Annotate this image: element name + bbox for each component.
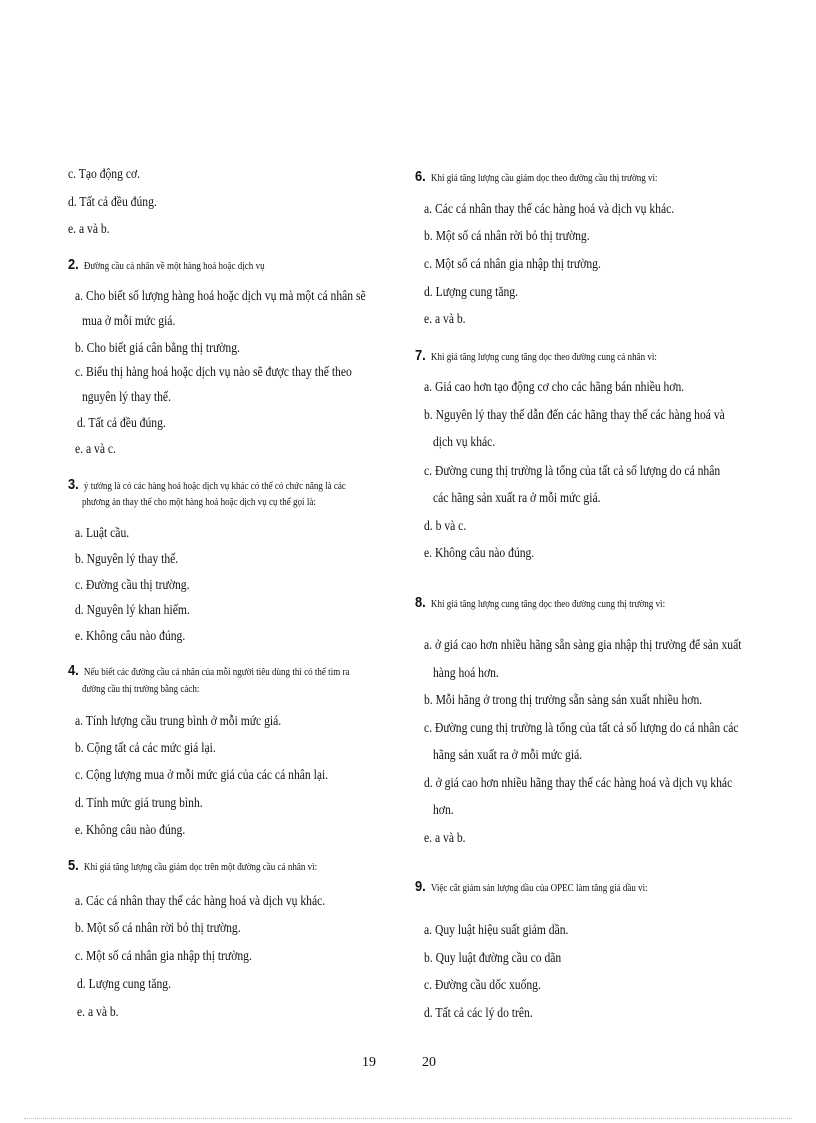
option-d: d. Lượng cung tăng.	[77, 976, 172, 991]
option-e: e. a và c.	[75, 441, 116, 456]
question-7	[415, 349, 657, 365]
question-number: 4.	[68, 662, 79, 679]
question-8	[415, 596, 665, 612]
option-e: e. Không câu nào đúng.	[75, 628, 186, 643]
option-d: d. Tính mức giá trung bình.	[75, 795, 203, 810]
question-number: 2.	[68, 256, 79, 273]
question-text: Khi giá tăng lượng cầu giảm dọc theo đường cầu thị trường vì:	[430, 173, 658, 184]
option-c-cont: hãng sản xuất ra ở mỗi mức giá.	[433, 747, 583, 762]
option-e: e. Không câu nào đúng.	[75, 822, 186, 837]
question-text: Việc cắt giảm sản lượng dầu của OPEC làm tăng giá dầu vì:	[430, 883, 648, 894]
option-a: a. Các cá nhân thay thế các hàng hoá và dịch vụ khác.	[424, 201, 675, 216]
question-number: 5.	[68, 857, 79, 874]
option-a: a. ở giá cao hơn nhiều hãng sẵn sàng gia nhập thị trường để sản xuất	[424, 637, 742, 652]
question-2	[68, 258, 265, 274]
option-c: c. Cộng lượng mua ở mỗi mức giá của các cá nhân lại.	[75, 767, 329, 782]
option-c: c. Tạo động cơ.	[68, 166, 141, 181]
question-6	[415, 170, 658, 186]
option-d: d. ở giá cao hơn nhiều hãng thay thế các hàng hoá và dịch vụ khác	[424, 775, 733, 790]
option-a: a. Cho biết số lượng hàng hoá hoặc dịch vụ mà một cá nhân sẽ	[75, 288, 366, 303]
question-text-line-1: ý tưởng là có các hàng hoá hoặc dịch vụ khác có thể có chức năng là các	[83, 481, 346, 492]
option-d-cont: hơn.	[433, 802, 454, 817]
question-number: 8.	[415, 594, 426, 611]
option-e: e. a và b.	[77, 1004, 119, 1019]
option-b: b. Nguyên lý thay thế dẫn đến các hãng thay thế các hàng hoá và	[424, 407, 725, 422]
option-e: e. Không câu nào đúng.	[424, 545, 535, 560]
option-a: a. Quy luật hiệu suất giảm dần.	[424, 922, 569, 937]
option-c: c. Một số cá nhân gia nhập thị trường.	[75, 948, 252, 963]
option-b: b. Cộng tất cả các mức giá lại.	[75, 740, 216, 755]
question-text: Đường cầu cá nhân về một hàng hoá hoặc dịch vụ	[83, 261, 265, 272]
question-text: Khi giá tăng lượng cung tăng dọc theo đường cung cá nhân vì:	[430, 352, 657, 363]
option-b: b. Mỗi hãng ở trong thị trường sẵn sàng sản xuất nhiều hơn.	[424, 692, 703, 707]
option-c: c. Đường cầu dốc xuống.	[424, 977, 541, 992]
question-text: Khi giá tăng lượng cầu giảm dọc trên một đường cầu cá nhân vì:	[83, 862, 318, 873]
option-a: a. Luật cầu.	[75, 525, 130, 540]
question-4	[68, 664, 350, 680]
question-9	[415, 880, 648, 896]
option-d: d. b và c.	[424, 518, 467, 533]
option-a-cont: hàng hoá hơn.	[433, 665, 499, 680]
option-b: b. Quy luật đường cầu co dãn	[424, 950, 562, 965]
question-number: 6.	[415, 168, 426, 185]
option-c-cont: nguyên lý thay thế.	[82, 389, 171, 404]
question-number: 3.	[68, 476, 79, 493]
question-number: 7.	[415, 347, 426, 364]
option-b: b. Cho biết giá cân bằng thị trường.	[75, 340, 240, 355]
option-d: d. Tất cả đều đúng.	[68, 194, 157, 209]
option-b: b. Một số cá nhân rời bỏ thị trường.	[424, 228, 590, 243]
option-e: e. a và b.	[68, 221, 110, 236]
option-d: d. Nguyên lý khan hiếm.	[75, 602, 190, 617]
option-b: b. Nguyên lý thay thế.	[75, 551, 179, 566]
option-d: d. Tất cả đều đúng.	[77, 415, 166, 430]
option-c: c. Đường cung thị trường là tổng của tất cả số lượng do cá nhân	[424, 463, 721, 478]
option-e: e. a và b.	[424, 830, 466, 845]
option-a-cont: mua ở mỗi mức giá.	[82, 313, 176, 328]
page-number-left: 19	[362, 1055, 376, 1070]
option-a: a. Các cá nhân thay thế các hàng hoá và dịch vụ khác.	[75, 893, 326, 908]
option-c: c. Đường cầu thị trường.	[75, 577, 190, 592]
option-b: b. Một số cá nhân rời bỏ thị trường.	[75, 920, 241, 935]
option-c: c. Đường cung thị trường là tổng của tất cả số lượng do cá nhân các	[424, 720, 739, 735]
question-4-line-2: đường cầu thị trường bằng cách:	[82, 684, 200, 695]
option-d: d. Tất cả các lý do trên.	[424, 1005, 533, 1020]
question-number: 9.	[415, 878, 426, 895]
option-c: c. Một số cá nhân gia nhập thị trường.	[424, 256, 601, 271]
page-number-right: 20	[422, 1055, 436, 1070]
option-b-cont: dịch vụ khác.	[433, 434, 496, 449]
question-text-line-1: Nếu biết các đường cầu cá nhân của mỗi người tiêu dùng thì có thể tìm ra	[83, 667, 350, 678]
question-text: Khi giá tăng lượng cung tăng dọc theo đường cung thị trường vì:	[430, 599, 666, 610]
question-3-line-2: phương án thay thế cho một hàng hoá hoặc dịch vụ cụ thể gọi là:	[82, 497, 316, 508]
option-c: c. Biểu thị hàng hoá hoặc dịch vụ nào sẽ được thay thế theo	[75, 364, 352, 379]
option-a: a. Giá cao hơn tạo động cơ cho các hãng bán nhiều hơn.	[424, 379, 685, 394]
option-c-cont: các hãng sản xuất ra ở mỗi mức giá.	[433, 490, 601, 505]
bottom-divider	[24, 1118, 792, 1119]
option-d: d. Lượng cung tăng.	[424, 284, 519, 299]
question-5	[68, 859, 317, 875]
question-3	[68, 478, 346, 494]
option-e: e. a và b.	[424, 311, 466, 326]
option-a: a. Tính lượng cầu trung bình ở mỗi mức giá.	[75, 713, 282, 728]
